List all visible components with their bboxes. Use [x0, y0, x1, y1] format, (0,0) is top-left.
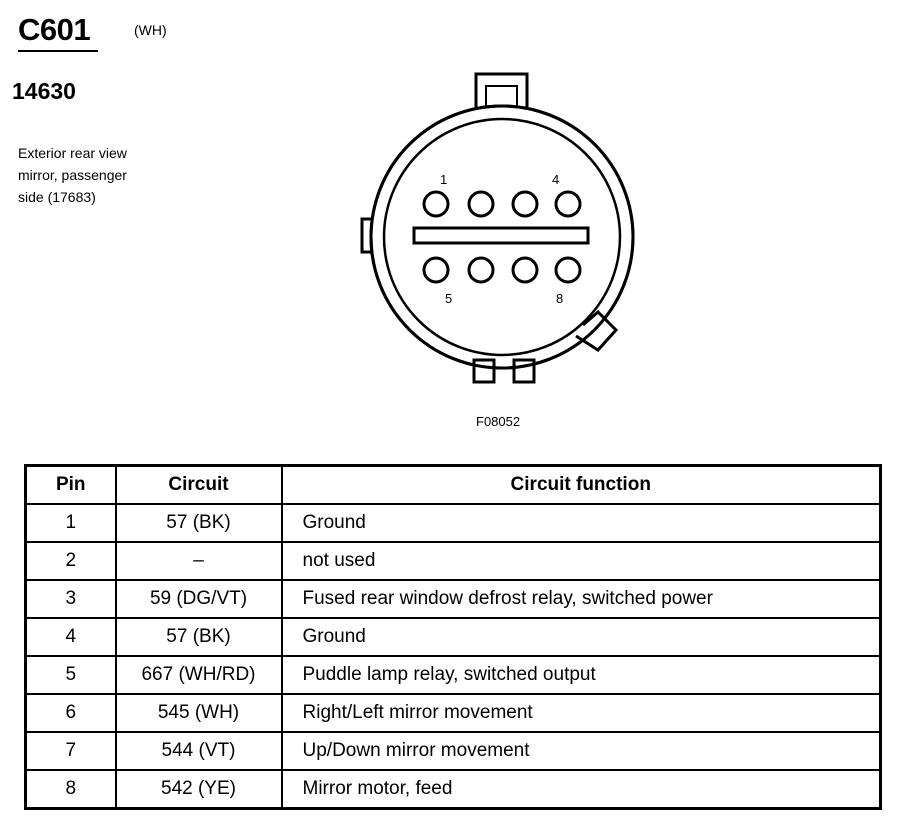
- header-circuit: Circuit: [116, 466, 282, 505]
- connector-id: C601: [18, 12, 91, 47]
- center-divider-bar: [414, 228, 588, 243]
- pin-cell: 4: [26, 618, 116, 656]
- function-cell: Mirror motor, feed: [282, 770, 881, 809]
- pin-cavity-8: [556, 258, 580, 282]
- part-number: 14630: [12, 78, 76, 104]
- circuit-cell: 545 (WH): [116, 694, 282, 732]
- pin-cavity-4: [556, 192, 580, 216]
- table-row: [26, 732, 881, 770]
- description-line: Exterior rear view: [18, 145, 127, 161]
- table-row: [26, 618, 881, 656]
- function-cell: Puddle lamp relay, switched output: [282, 656, 881, 694]
- pin-cell: 7: [26, 732, 116, 770]
- pin-cavity-2: [469, 192, 493, 216]
- circuit-cell: 544 (VT): [116, 732, 282, 770]
- function-cell: Fused rear window defrost relay, switched power: [282, 580, 881, 618]
- pin-cell: 1: [26, 504, 116, 542]
- pin-table: [24, 464, 882, 810]
- function-cell: Up/Down mirror movement: [282, 732, 881, 770]
- function-cell: not used: [282, 542, 881, 580]
- circuit-cell: –: [116, 542, 282, 580]
- pin-cavity-1: [424, 192, 448, 216]
- function-cell: Ground: [282, 618, 881, 656]
- pin-cell: 2: [26, 542, 116, 580]
- table-row: [26, 656, 881, 694]
- pin-cell: 3: [26, 580, 116, 618]
- circuit-cell: 667 (WH/RD): [116, 656, 282, 694]
- circuit-cell: 59 (DG/VT): [116, 580, 282, 618]
- circuit-cell: 57 (BK): [116, 618, 282, 656]
- table-row: [26, 504, 881, 542]
- description-line: side (17683): [18, 189, 96, 205]
- function-cell: Ground: [282, 504, 881, 542]
- pin-cell: 8: [26, 770, 116, 809]
- table-header-row: [26, 466, 881, 505]
- bottom-terminal-left: [474, 360, 494, 382]
- table-row: [26, 580, 881, 618]
- pin-cell: 5: [26, 656, 116, 694]
- header-function: Circuit function: [282, 466, 881, 505]
- pin-cavity-7: [513, 258, 537, 282]
- pin-cavity-6: [469, 258, 493, 282]
- table-row: [26, 542, 881, 580]
- table-row: [26, 770, 881, 809]
- pin-cavity-5: [424, 258, 448, 282]
- pin-cell: 6: [26, 694, 116, 732]
- pin-label-5: 5: [445, 291, 453, 306]
- figure-id: F08052: [476, 414, 521, 429]
- pin-cavity-3: [513, 192, 537, 216]
- connector-color: (WH): [134, 22, 167, 38]
- pin-label-4: 4: [552, 172, 560, 187]
- function-cell: Right/Left mirror movement: [282, 694, 881, 732]
- header-pin: Pin: [26, 466, 116, 505]
- circuit-cell: 542 (YE): [116, 770, 282, 809]
- description-line: mirror, passenger: [18, 167, 127, 183]
- pin-label-8: 8: [556, 291, 564, 306]
- table-row: [26, 694, 881, 732]
- circuit-cell: 57 (BK): [116, 504, 282, 542]
- pin-label-1: 1: [440, 172, 448, 187]
